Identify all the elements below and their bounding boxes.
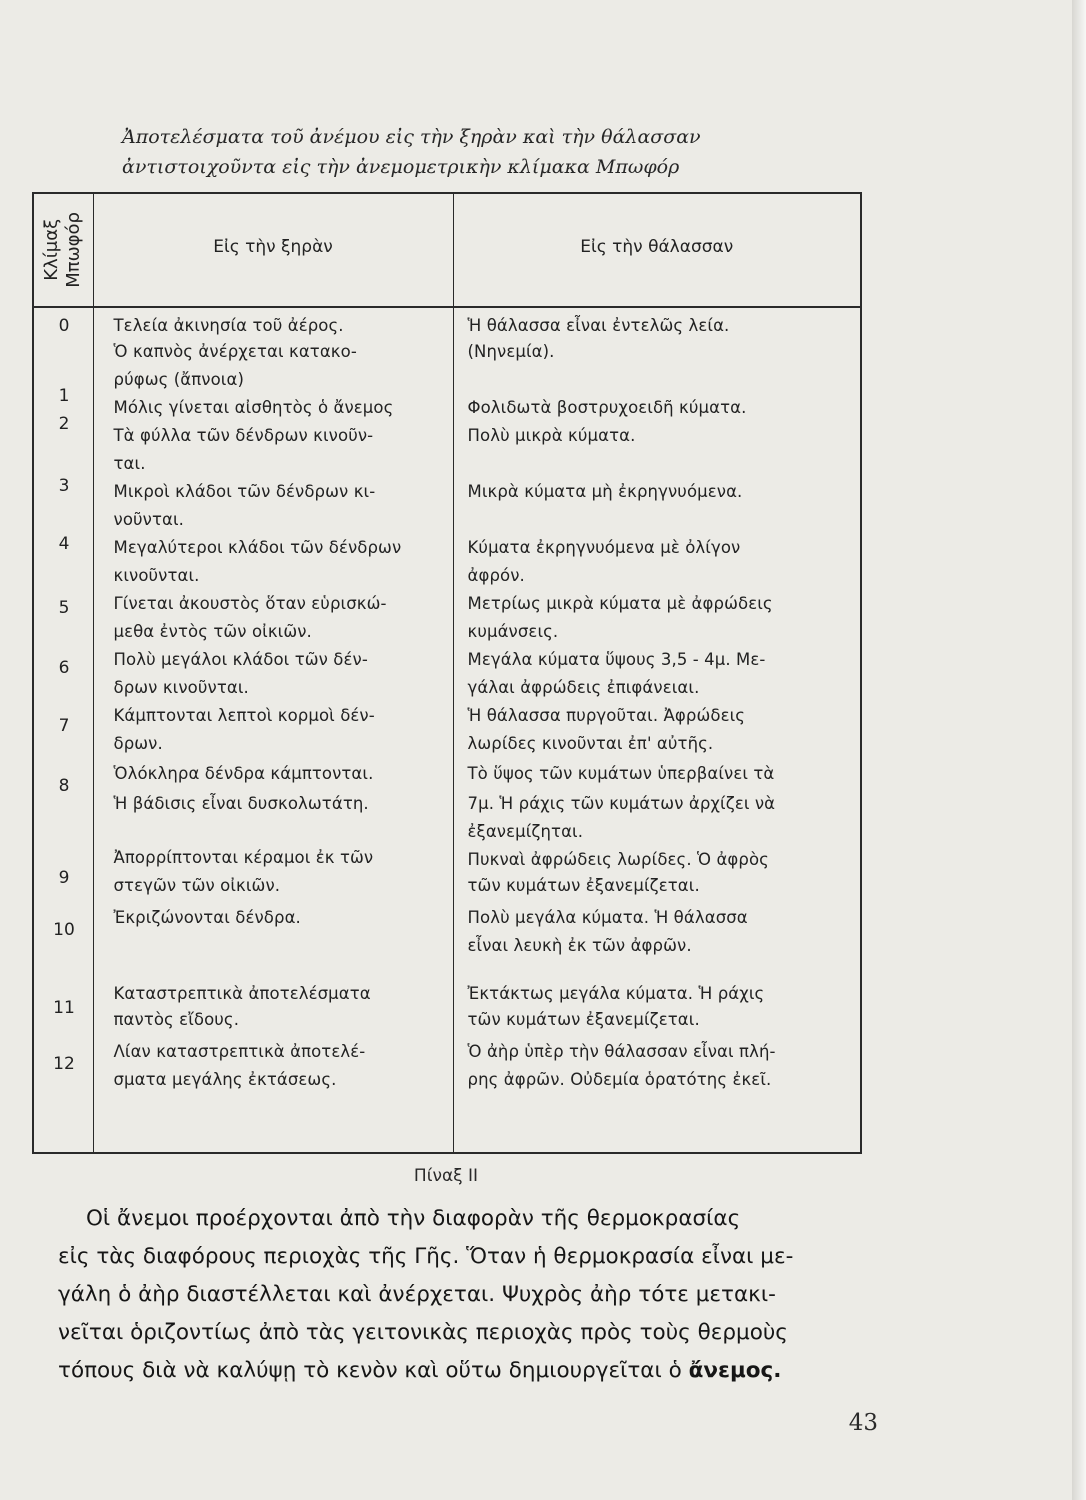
paragraph-line-2: εἰς τὰς διαφόρους περιοχὰς τῆς Γῆς. Ὅταν ἡ θερμοκρασία εἶναι με-	[58, 1244, 794, 1269]
sea-effect-line-5: Κύματα ἐκρηγνυόμενα μὲ ὀλίγον	[467, 538, 741, 557]
header-scale-line-1: Κλίμαξ	[41, 219, 63, 281]
sea-effect-line-20: Ἐκτάκτως μεγάλα κύματα. Ἡ ράχις	[467, 984, 765, 1003]
land-effect-line-16: Ὁλόκληρα δένδρα κάμπτονται.	[113, 764, 374, 783]
land-effect-line-0: Τελεία ἀκινησία τοῦ ἀέρος.	[113, 316, 344, 335]
scale-number-1: 1	[58, 386, 70, 406]
scale-number-6: 6	[58, 658, 70, 678]
sea-effect-line-6: ἀφρόν.	[467, 566, 525, 585]
header-on-land: Εἰς τὴν ξηρὰν	[93, 193, 453, 307]
sea-effect-line-4: Μικρὰ κύματα μὴ ἐκρηγνυόμενα.	[467, 482, 743, 501]
page-number: 43	[848, 1410, 878, 1436]
land-effect-line-13: δρων κινοῦνται.	[113, 678, 249, 697]
land-effect-line-6: Μικροὶ κλάδοι τῶν δένδρων κι-	[113, 482, 376, 501]
paragraph-line-1: Οἱ ἄνεμοι προέρχονται ἀπὸ τὴν διαφορὰν τῆς θερμοκρασίας	[86, 1206, 741, 1231]
land-effect-line-21: Καταστρεπτικὰ ἀποτελέσματα	[113, 984, 371, 1003]
table-body-row	[33, 307, 861, 1153]
beaufort-scale-table	[32, 192, 862, 1154]
sea-effect-line-3: Πολὺ μικρὰ κύματα.	[467, 426, 636, 445]
sea-effect-line-10: γάλαι ἀφρώδεις ἐπιφάνειαι.	[467, 678, 700, 697]
land-effect-line-19: στεγῶν τῶν οἰκιῶν.	[113, 876, 281, 895]
caption-line-1: Ἀποτελέσματα τοῦ ἀνέμου εἰς τὴν ξηρὰν καὶ τὴν θάλασσαν	[122, 126, 701, 148]
paragraph-line-5	[58, 1352, 868, 1390]
sea-effect-line-17: τῶν κυμάτων ἐξανεμίζεται.	[467, 876, 700, 895]
scale-number-9: 9	[58, 868, 70, 888]
sea-effects-cell	[453, 307, 861, 1153]
land-effect-line-10: Γίνεται ἀκουστὸς ὅταν εὑρισκώ-	[113, 594, 387, 613]
sea-effect-line-22: Ὁ ἀὴρ ὑπὲρ τὴν θάλασσαν εἶναι πλή-	[467, 1042, 776, 1061]
table-header-row	[33, 193, 861, 307]
scale-number-12: 12	[53, 1054, 75, 1074]
sea-effect-line-14: 7μ. Ἡ ράχις τῶν κυμάτων ἀρχίζει νὰ	[467, 794, 776, 813]
land-effect-line-18: Ἀπορρίπτονται κέραμοι ἐκ τῶν	[113, 848, 374, 867]
sea-effect-line-0: Ἡ θάλασσα εἶναι ἐντελῶς λεία.	[467, 316, 730, 335]
header-at-sea: Εἰς τὴν θάλασσαν	[453, 193, 861, 307]
land-effect-line-7: νοῦνται.	[113, 510, 185, 529]
header-beaufort-scale	[33, 193, 93, 307]
sea-effect-line-8: κυμάνσεις.	[467, 622, 559, 641]
scale-number-3: 3	[58, 476, 70, 496]
sea-effect-line-9: Μεγάλα κύματα ὕψους 3,5 - 4μ. Με-	[467, 650, 766, 669]
land-effect-line-3: Μόλις γίνεται αἰσθητὸς ὁ ἄνεμος	[113, 398, 394, 417]
land-effect-line-8: Μεγαλύτεροι κλάδοι τῶν δένδρων	[113, 538, 402, 557]
paragraph-bold-word: ἄνεμος.	[688, 1358, 782, 1383]
sea-effect-line-1: (Νηνεμία).	[467, 342, 555, 361]
land-effect-line-15: δρων.	[113, 734, 163, 753]
sea-effect-line-12: λωρίδες κινοῦνται ἐπ' αὐτῆς.	[467, 734, 714, 753]
land-effect-line-1: Ὁ καπνὸς ἀνέρχεται κατακο-	[113, 342, 357, 361]
sea-effect-line-16: Πυκναὶ ἀφρώδεις λωρίδες. Ὁ ἀφρὸς	[467, 850, 769, 869]
scale-numbers-cell	[33, 307, 93, 1153]
land-effect-line-9: κινοῦνται.	[113, 566, 200, 585]
land-effect-line-24: σματα μεγάλης ἐκτάσεως.	[113, 1070, 337, 1089]
land-effect-line-23: Λίαν καταστρεπτικὰ ἀποτελέ-	[113, 1042, 366, 1061]
sea-effect-line-21: τῶν κυμάτων ἐξανεμίζεται.	[467, 1010, 700, 1029]
table-label: Πίναξ ΙΙ	[413, 1166, 479, 1186]
sea-effect-line-2: Φολιδωτὰ βοστρυχοειδῆ κύματα.	[467, 398, 747, 417]
body-paragraph	[58, 1200, 868, 1390]
scale-number-8: 8	[58, 776, 70, 796]
sea-effect-line-11: Ἡ θάλασσα πυργοῦται. Ἀφρώδεις	[467, 706, 746, 725]
land-effect-line-22: παντὸς εἴδους.	[113, 1010, 240, 1029]
table-caption	[122, 122, 902, 182]
header-scale-line-2: Μπωφόρ	[63, 212, 85, 288]
land-effect-line-5: ται.	[113, 454, 146, 473]
scale-number-5: 5	[58, 598, 70, 618]
scale-number-11: 11	[53, 998, 75, 1018]
scale-number-2: 2	[58, 414, 70, 434]
page-edge-shadow	[1072, 0, 1086, 1500]
land-effect-line-4: Τὰ φύλλα τῶν δένδρων κινοῦν-	[113, 426, 374, 445]
paragraph-line-3: γάλη ὁ ἀὴρ διαστέλλεται καὶ ἀνέρχεται. Ψυχρὸς ἀὴρ τότε μετακι-	[58, 1282, 776, 1307]
land-effects-cell	[93, 307, 453, 1153]
scale-number-0: 0	[58, 316, 70, 336]
scale-number-4: 4	[58, 534, 70, 554]
caption-line-2: ἀντιστοιχοῦντα εἰς τὴν ἀνεμομετρικὴν κλίμακα Μπωφόρ	[122, 156, 680, 178]
scale-number-7: 7	[58, 716, 70, 736]
sea-effect-line-18: Πολὺ μεγάλα κύματα. Ἡ θάλασσα	[467, 908, 748, 927]
land-effect-line-17: Ἡ βάδισις εἶναι δυσκολωτάτη.	[113, 794, 369, 813]
land-effect-line-14: Κάμπτονται λεπτοὶ κορμοὶ δέν-	[113, 706, 375, 725]
paragraph-line-4: νεῖται ὁριζοντίως ἀπὸ τὰς γειτονικὰς περιοχὰς πρὸς τοὺς θερμοὺς	[58, 1320, 788, 1345]
sea-effect-line-7: Μετρίως μικρὰ κύματα μὲ ἀφρώδεις	[467, 594, 773, 613]
land-effect-line-11: μεθα ἐντὸς τῶν οἰκιῶν.	[113, 622, 312, 641]
sea-effect-line-23: ρης ἀφρῶν. Οὐδεμία ὁρατότης ἐκεῖ.	[467, 1070, 772, 1089]
sea-effect-line-19: εἶναι λευκὴ ἐκ τῶν ἀφρῶν.	[467, 936, 692, 955]
paragraph-line-5-text: τόπους διὰ νὰ καλύψῃ τὸ κενὸν καὶ οὕτω δημιουργεῖται ὁ	[58, 1358, 689, 1383]
sea-effect-line-15: ἐξανεμίζηται.	[467, 822, 584, 841]
land-effect-line-2: ρύφως (ἄπνοια)	[113, 370, 245, 389]
land-effect-line-12: Πολὺ μεγάλοι κλάδοι τῶν δέν-	[113, 650, 368, 669]
sea-effect-line-13: Τὸ ὕψος τῶν κυμάτων ὑπερβαίνει τὰ	[467, 764, 775, 783]
land-effect-line-20: Ἐκριζώνονται δένδρα.	[113, 908, 301, 927]
scale-number-10: 10	[53, 920, 75, 940]
